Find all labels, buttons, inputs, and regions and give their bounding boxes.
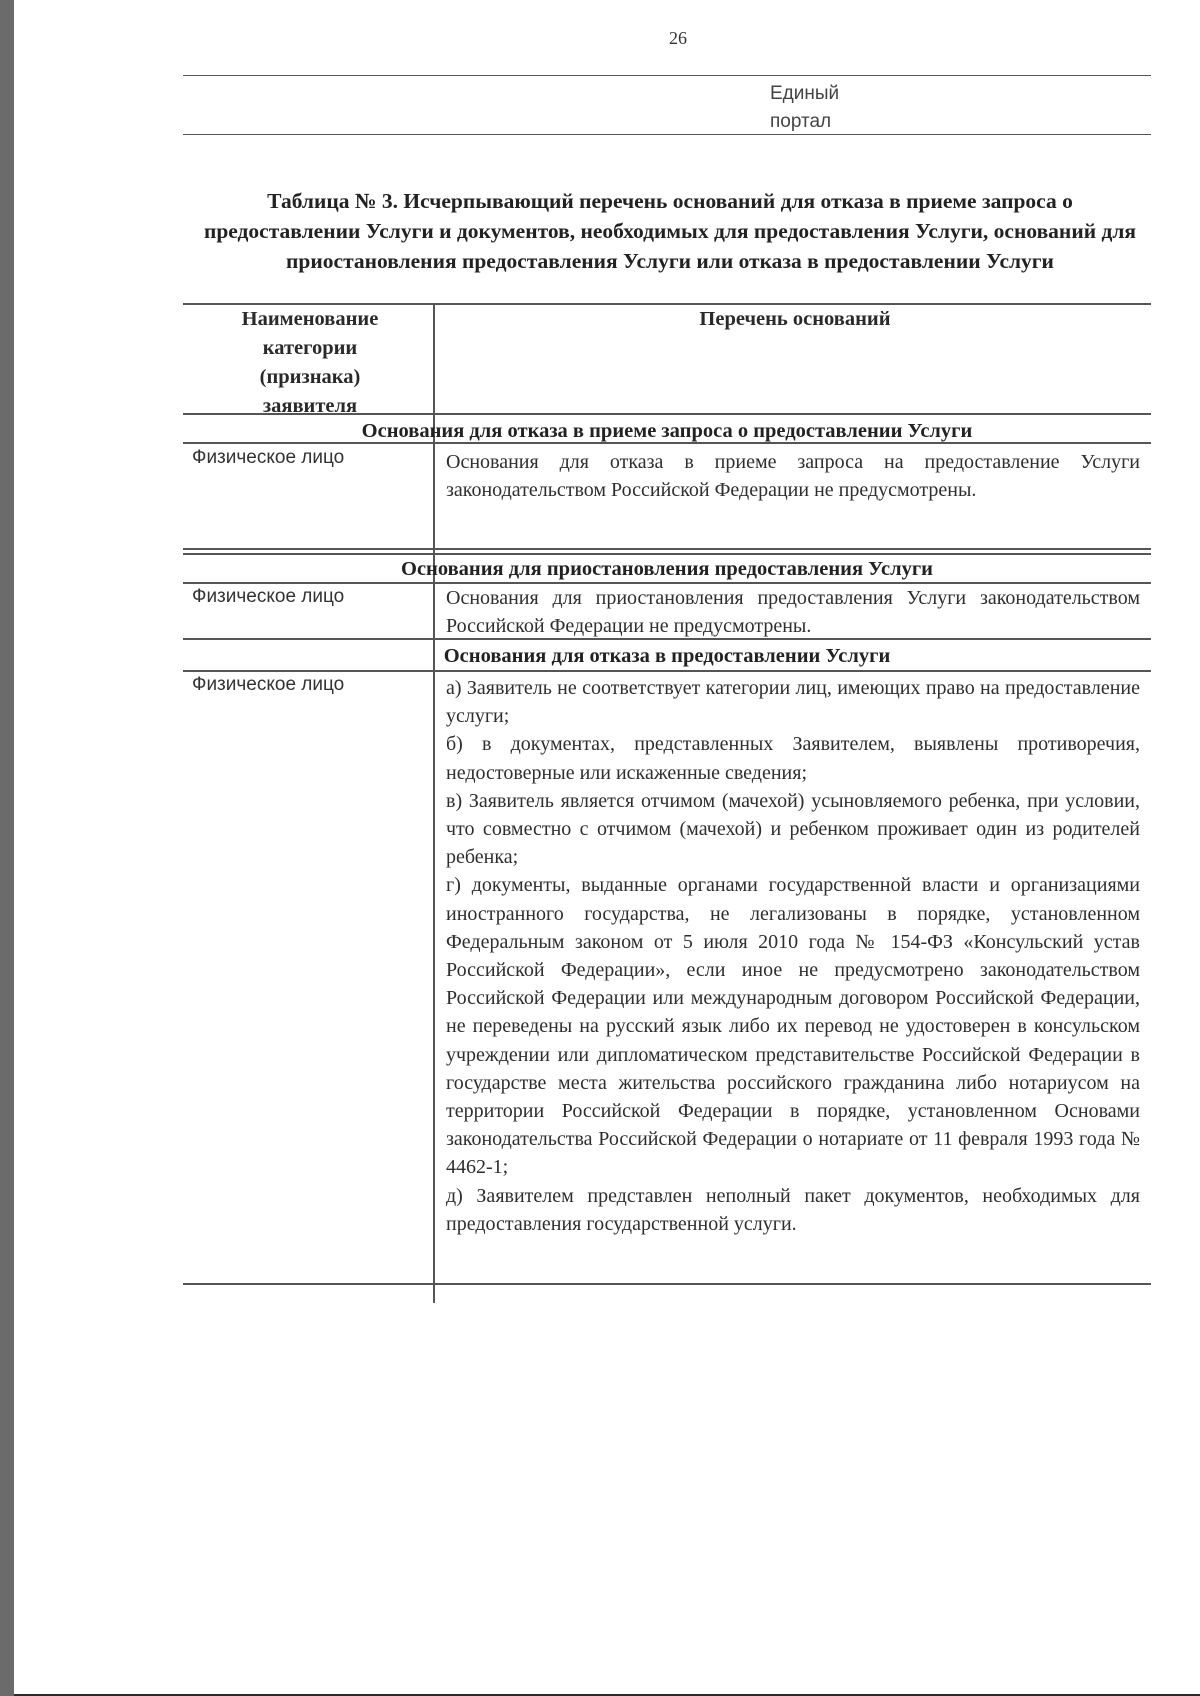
table-title: Таблица № 3. Исчерпывающий перечень оснований для отказа в приеме запроса о предоставлении Услуги и документов, необходимых для предоставления Услуги, оснований для приостановления предоставления Услуги или отказа в предоставлении Услуги xyxy=(203,189,1137,273)
section1-bottom-rule xyxy=(183,548,1151,550)
category-cell: Физическое лицо xyxy=(192,447,345,468)
section2-top-rule xyxy=(183,553,1151,555)
reason-cell xyxy=(446,674,1140,1238)
category-cell: Физическое лицо xyxy=(192,586,345,607)
scan-edge xyxy=(0,0,14,1696)
reason-text: Основания для отказа в приеме запроса на предоставление Услуги законодательством Российской Федерации не предусмотрены. xyxy=(446,451,1140,502)
reason-item-d: г) документы, выданные органами государственной власти и организациями иностранного государства, не легализованы в порядке, установленном Федеральным законом от 5 июля 2010 года № 154-ФЗ «Консульский устав Российской Федерации», если иное не предусмотрено законодательством Российской Федерации или международным договором Российской Федерации, не переведены на русский язык либо их перевод не удостоверен в консульском учреждении или дипломатическом представительстве Российской Федерации в государстве места жительства российского гражданина либо нотариусом на территории Российской Федерации в порядке, установленном Основами законодательства Российской Федерации о нотариате от 11 февраля 1993 года № 4462-1; xyxy=(446,874,1140,1179)
category-cell: Физическое лицо xyxy=(192,674,345,695)
header-category: Наименование категории (признака) заявителя xyxy=(241,308,379,417)
reason-item-b: б) в документах, представленных Заявителем, выявлены противоречия, недостоверные или искаженные сведения; xyxy=(446,733,1140,784)
reason-text: Основания для приостановления предоставления Услуги законодательством Российской Федерации не предусмотрены. xyxy=(446,587,1140,638)
previous-table-top-rule xyxy=(183,75,1151,76)
header-reasons: Перечень оснований xyxy=(699,308,891,330)
reason-cell xyxy=(446,448,1140,504)
reason-item-c: в) Заявитель является отчимом (мачехой) усыновляемого ребенка, при условии, что совместно с отчимом (мачехой) и ребенком проживает один из родителей ребенка; xyxy=(446,789,1140,869)
section-heading: Основания для приостановления предоставления Услуги xyxy=(401,558,933,580)
reason-cell xyxy=(446,584,1140,640)
section-heading: Основания для отказа в приеме запроса о предоставлении Услуги xyxy=(361,420,973,442)
section-heading: Основания для отказа в предоставлении Услуги xyxy=(443,645,891,667)
page-number: 26 xyxy=(669,28,687,48)
table-bottom-rule xyxy=(183,1283,1151,1285)
reason-item-e: д) Заявителем представлен неполный пакет документов, необходимых для предоставления государственной услуги. xyxy=(446,1184,1140,1235)
reason-item-a: а) Заявитель не соответствует категории лиц, имеющих право на предоставление услуги; xyxy=(446,677,1140,728)
previous-table-bottom-rule xyxy=(183,134,1151,135)
previous-table-cell: Единый портал xyxy=(770,83,840,132)
column-divider xyxy=(433,303,435,1303)
